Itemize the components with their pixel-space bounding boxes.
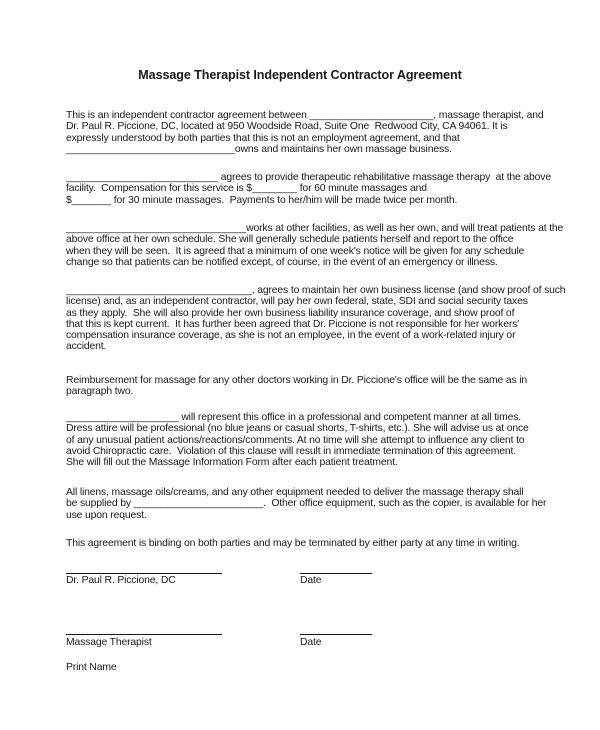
doctor-signature-label: Dr. Paul R. Piccione, DC — [66, 575, 176, 586]
paragraph-scheduling: ________________________________works at other facilities, as well as her own, and will treat patients at the above office at her own schedule. She will generally schedule patients herself and report to the office when they will be seen. It is agreed that a minimum of one week's notice will be given for any schedule change so that patients can be notified except, of course, in the event of an emergency or illness. — [66, 223, 564, 268]
doctor-signature-line[interactable] — [66, 573, 222, 574]
print-name-label: Print Name — [66, 662, 117, 673]
paragraph-conduct: ____________________ will represent this office in a professional and competent manner at all times. Dress attire will be professional (no blue jeans or casual shorts, T-shirts, etc.). She will advise us at once of any unusual patient actions/reactions/comments. At no time will she attempt to influence any client to avoid Chiropractic care. Violation of this clause will result in immediate termination of this agreement. She will fill out the Massage Information Form after each patient treatment. — [66, 412, 529, 469]
therapist-date-line[interactable] — [300, 634, 372, 635]
paragraph-license-insurance: _________________________________, agrees to maintain her own business license (and show proof of such license) and, as an independent contractor, will pay her own federal, state, SDI and social security taxes as they apply. She will also provide her own business liability insurance coverage, and show proof of that this is kept current. It has further been agreed that Dr. Piccione is not responsible for her workers' compensation insurance coverage, as she is not an employee, in the event of a work-related injury or accident. — [66, 285, 566, 353]
doctor-date-line[interactable] — [300, 573, 372, 574]
paragraph-parties: This is an independent contractor agreement between ______________________, massage therapist, and Dr. Paul R. Piccione, DC, located at 950 Woodside Road, Suite One Redwood City, CA 94061. It is expressly understood by both parties that this is not an employment agreement, and that ______________________________owns and maintains her own massage business. — [66, 110, 544, 155]
document-title: Massage Therapist Independent Contractor Agreement — [138, 68, 462, 82]
therapist-date-label: Date — [300, 637, 322, 648]
therapist-signature-line[interactable] — [66, 634, 222, 635]
paragraph-reimbursement: Reimbursement for massage for any other doctors working in Dr. Piccione's office will be the same as in paragraph two. — [66, 375, 528, 398]
therapist-signature-label: Massage Therapist — [66, 637, 152, 648]
doctor-date-label: Date — [300, 575, 322, 586]
paragraph-equipment: All linens, massage oils/creams, and any other equipment needed to deliver the massage therapy shall be supplied by _______________________. Other office equipment, such as the copier, is available for her use upon request. — [66, 487, 547, 521]
paragraph-termination: This agreement is binding on both parties and may be terminated by either party at any time in writing. — [66, 538, 520, 549]
paragraph-compensation: ___________________________ agrees to provide therapeutic rehabilitative massage therapy at the above facility. Compensation for this service is $________ for 60 minute massages and $_______ for 30 minute massages. Payments to her/him will be made twice per month. — [66, 172, 551, 206]
